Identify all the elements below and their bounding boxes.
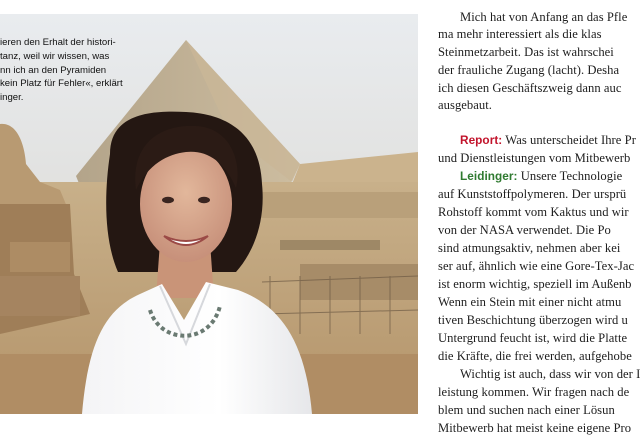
body-line: der frauliche Zugang (lacht). Desha xyxy=(438,63,620,77)
body-line: ist enorm wichtig, speziell im Außenb xyxy=(438,277,632,291)
body-line: Steinmetzarbeit. Das ist wahrschei xyxy=(438,45,614,59)
caption-line: kein Platz für Fehler«, erklärt xyxy=(0,78,123,90)
body-line: die Kräfte, die frei werden, aufgehobe xyxy=(438,349,632,363)
caption-line: inger. xyxy=(0,92,24,104)
body-line: auf Kunststoffpolymeren. Der ursprü xyxy=(438,187,627,201)
body-line: von der NASA verwendet. Die Po xyxy=(438,223,611,237)
body-line: sind atmungsaktiv, nehmen aber kei xyxy=(438,241,621,255)
body-line: Wichtig ist auch, dass wir von der I xyxy=(460,367,640,381)
question-line: und Dienstleistungen vom Mitbewerb xyxy=(438,151,631,165)
body-line: tiven Beschichtung überzogen wird u xyxy=(438,313,628,327)
caption-line: nn ich an den Pyramiden xyxy=(0,64,107,76)
body-line: Mich hat von Anfang an das Pfle xyxy=(460,10,628,24)
photo-caption xyxy=(0,36,150,105)
body-line: ser auf, ähnlich wie eine Gore-Tex-Jac xyxy=(438,259,635,273)
caption-line: tanz, weil wir wissen, was xyxy=(0,50,110,62)
body-line: Rohstoff kommt vom Kaktus und wir xyxy=(438,205,629,219)
body-line: leistung kommen. Wir fragen nach de xyxy=(438,385,630,399)
body-line: ma mehr interessiert als die klas xyxy=(438,27,602,41)
report-speaker: Report: xyxy=(460,133,503,147)
answer-text: Unsere Technologie xyxy=(517,169,623,183)
leidinger-speaker: Leidinger: xyxy=(460,169,518,183)
question-text: Was unterscheidet Ihre Pr xyxy=(502,133,636,147)
body-line: Wenn ein Stein mit einer nicht atmu xyxy=(438,295,622,309)
body-line: ausgebaut. xyxy=(438,98,493,112)
answer-line xyxy=(460,169,622,184)
body-line: ich diesen Geschäftszweig dann auc xyxy=(438,81,622,95)
question-line xyxy=(460,133,636,148)
body-line: blem und suchen nach einer Lösun xyxy=(438,403,615,417)
article-column xyxy=(438,0,640,435)
caption-line: ieren den Erhalt der histori- xyxy=(0,37,116,48)
body-line: Mitbewerb hat meist keine eigene Pro xyxy=(438,421,632,435)
body-line: Untergrund feucht ist, wird die Platte xyxy=(438,331,628,345)
